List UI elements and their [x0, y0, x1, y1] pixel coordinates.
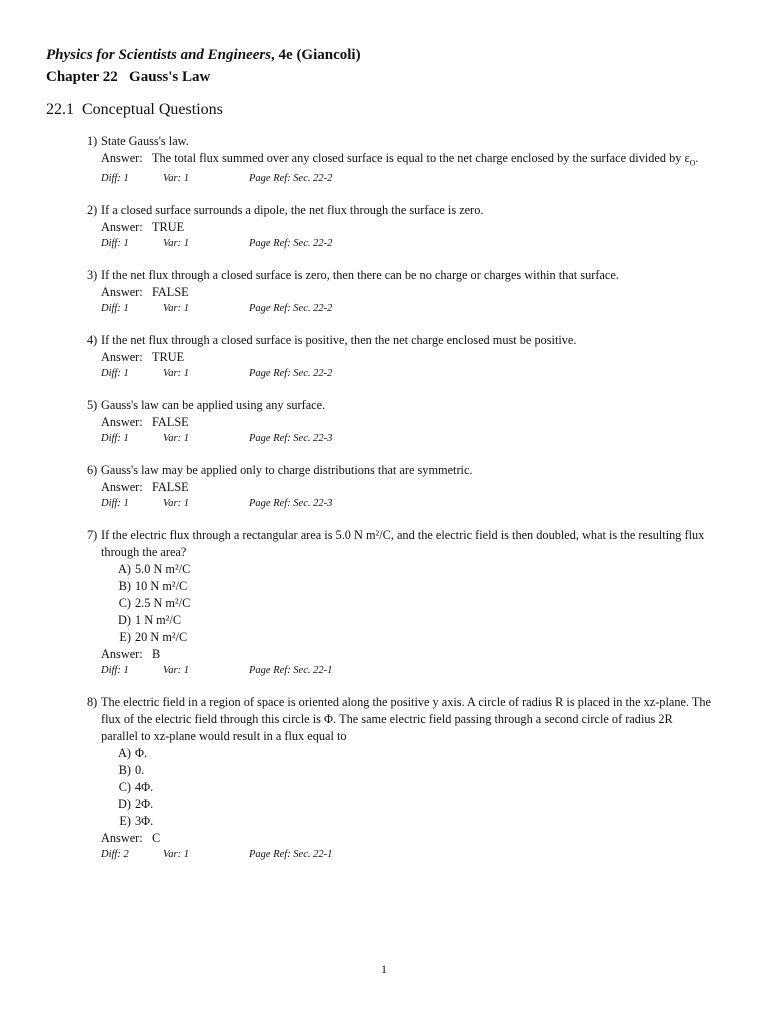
choice-letter: E)	[119, 630, 131, 645]
choice-text: 20 N m²/C	[135, 630, 188, 645]
answer-text: TRUE	[152, 350, 185, 365]
book-edition: , 4e (Giancoli)	[271, 47, 361, 63]
question-meta	[87, 301, 712, 317]
answer-text	[152, 150, 712, 171]
answer-label: Answer:	[101, 831, 143, 846]
question-text: If the net flux through a closed surface is zero, then there can be no charge or charges within that surface.	[101, 268, 619, 283]
choice-list	[87, 561, 712, 646]
question-meta	[87, 236, 712, 252]
page-ref: Page Ref: Sec. 22-1	[249, 849, 333, 861]
question-number: 2)	[87, 203, 98, 218]
answer-label: Answer:	[101, 480, 143, 495]
answer-label: Answer:	[101, 350, 143, 365]
question-3	[87, 267, 712, 317]
difficulty: Diff: 1	[101, 303, 129, 315]
answer-main: The total flux summed over any closed surface is equal to the net charge enclosed by the surface divided by ε	[152, 151, 690, 165]
variant: Var: 1	[163, 238, 189, 250]
choice-letter: D)	[118, 797, 131, 812]
question-meta	[87, 366, 712, 382]
choice-text: 0.	[135, 763, 145, 778]
question-text: Gauss's law can be applied using any surface.	[101, 398, 326, 413]
choice-letter: C)	[118, 596, 131, 611]
choice-list	[87, 745, 712, 830]
answer-label: Answer:	[101, 647, 143, 662]
question-number: 4)	[87, 333, 98, 348]
book-title	[46, 47, 361, 64]
question-meta	[87, 496, 712, 512]
page-ref: Page Ref: Sec. 22-3	[249, 498, 333, 510]
page-number: 1	[381, 962, 387, 976]
section-title: 22.1 Conceptual Questions	[46, 101, 223, 118]
answer-text: C	[152, 831, 161, 846]
choice-letter: D)	[118, 613, 131, 628]
question-text: If the electric flux through a rectangular area is 5.0 N m²/C, and the electric field is then doubled, what is the resulting flux through the area?	[101, 528, 705, 560]
variant: Var: 1	[163, 368, 189, 380]
choice-text: 5.0 N m²/C	[135, 562, 191, 577]
question-meta	[87, 431, 712, 447]
book-title-text: Physics for Scientists and Engineers	[46, 47, 272, 63]
variant: Var: 1	[163, 498, 189, 510]
answer-text: FALSE	[152, 480, 189, 495]
choice-c	[114, 779, 712, 796]
variant: Var: 1	[163, 303, 189, 315]
choice-a	[114, 561, 712, 578]
choice-text: Φ.	[135, 746, 148, 761]
question-2	[87, 202, 712, 252]
choice-letter: B)	[118, 763, 131, 778]
choice-letter: A)	[118, 746, 131, 761]
question-number: 5)	[87, 398, 98, 413]
answer-tail: .	[695, 151, 699, 165]
choice-b	[114, 578, 712, 595]
choice-text: 2Φ.	[135, 797, 154, 812]
variant: Var: 1	[163, 433, 189, 445]
page-ref: Page Ref: Sec. 22-2	[249, 303, 333, 315]
answer-text: B	[152, 647, 161, 662]
question-text: State Gauss's law.	[101, 134, 189, 148]
answer-subscript: O	[689, 158, 696, 168]
variant: Var: 1	[163, 173, 189, 185]
answer-text: TRUE	[152, 220, 185, 235]
page-ref: Page Ref: Sec. 22-2	[249, 173, 333, 185]
question-text: Gauss's law may be applied only to charge distributions that are symmetric.	[101, 463, 473, 478]
variant: Var: 1	[163, 665, 189, 677]
answer-text: FALSE	[152, 285, 189, 300]
page-ref: Page Ref: Sec. 22-2	[249, 368, 333, 380]
question-list	[87, 133, 712, 878]
question-meta	[87, 847, 712, 863]
choice-d	[114, 612, 712, 629]
choice-text: 4Φ.	[135, 780, 154, 795]
choice-letter: A)	[118, 562, 131, 577]
question-7	[87, 527, 712, 679]
question-8	[87, 694, 712, 863]
choice-text: 10 N m²/C	[135, 579, 188, 594]
difficulty: Diff: 2	[101, 849, 129, 861]
variant: Var: 1	[163, 849, 189, 861]
answer-text: FALSE	[152, 415, 189, 430]
answer-label: Answer:	[101, 415, 143, 430]
question-meta	[87, 171, 712, 187]
choice-letter: B)	[118, 579, 131, 594]
question-1	[87, 133, 712, 187]
answer-label: Answer:	[101, 285, 143, 300]
difficulty: Diff: 1	[101, 665, 129, 677]
difficulty: Diff: 1	[101, 173, 129, 185]
question-text: If the net flux through a closed surface is positive, then the net charge enclosed must be positive.	[101, 333, 577, 348]
question-number: 6)	[87, 463, 98, 478]
page-ref: Page Ref: Sec. 22-2	[249, 238, 333, 250]
difficulty: Diff: 1	[101, 238, 129, 250]
answer-label: Answer:	[101, 151, 143, 165]
choice-a	[114, 745, 712, 762]
page-ref: Page Ref: Sec. 22-3	[249, 433, 333, 445]
difficulty: Diff: 1	[101, 368, 129, 380]
choice-text: 3Φ.	[135, 814, 154, 829]
choice-text: 1 N m²/C	[135, 613, 182, 628]
choice-e	[114, 629, 712, 646]
choice-d	[114, 796, 712, 813]
choice-letter: C)	[118, 780, 131, 795]
difficulty: Diff: 1	[101, 433, 129, 445]
choice-letter: E)	[119, 814, 131, 829]
page-ref: Page Ref: Sec. 22-1	[249, 665, 333, 677]
question-number: 8)	[87, 695, 98, 710]
question-4	[87, 332, 712, 382]
answer-label: Answer:	[101, 220, 143, 235]
question-text: If a closed surface surrounds a dipole, the net flux through the surface is zero.	[101, 203, 484, 218]
difficulty: Diff: 1	[101, 498, 129, 510]
choice-b	[114, 762, 712, 779]
question-5	[87, 397, 712, 447]
question-number: 3)	[87, 268, 98, 283]
choice-text: 2.5 N m²/C	[135, 596, 191, 611]
question-text: The electric field in a region of space is oriented along the positive y axis. A circle of radius R is placed in the xz-plane. The flux of the electric field through this circle is Φ. The same electric field passing through a second circle of radius 2R parallel to xz-plane would result in a flux equal to	[101, 695, 711, 744]
question-number: 1)	[87, 134, 98, 148]
choice-c	[114, 595, 712, 612]
chapter-title: Chapter 22 Gauss's Law	[46, 69, 211, 85]
question-number: 7)	[87, 528, 98, 543]
question-meta	[87, 663, 712, 679]
choice-e	[114, 813, 712, 830]
question-6	[87, 462, 712, 512]
